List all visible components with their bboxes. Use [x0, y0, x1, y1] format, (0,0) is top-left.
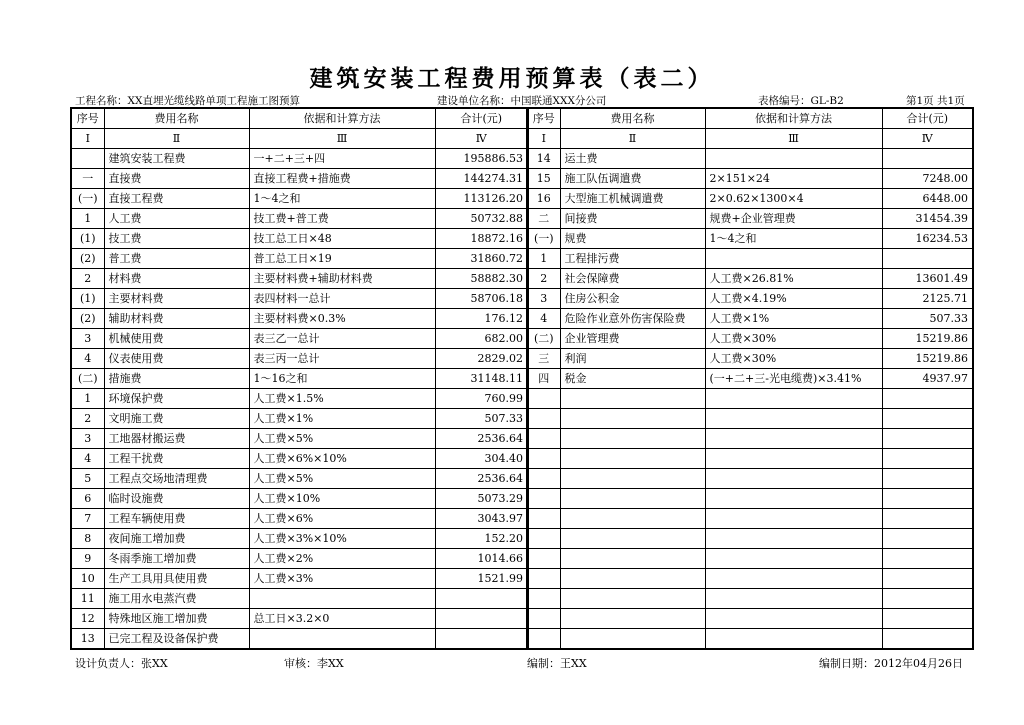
table-row [527, 629, 973, 650]
item-name-cell [560, 609, 705, 629]
item-name-cell [560, 629, 705, 650]
amount-cell [882, 609, 973, 629]
amount-cell: 58882.30 [435, 269, 528, 289]
method-cell: 人工费×3%×10% [249, 529, 435, 549]
amount-cell: 113126.20 [435, 189, 528, 209]
item-name-cell [560, 469, 705, 489]
compiler-label: 编制：王XX [527, 657, 587, 670]
seq-cell [527, 429, 560, 449]
amount-cell: 144274.31 [435, 169, 528, 189]
method-cell [705, 489, 882, 509]
method-cell: 人工费×30% [705, 349, 882, 369]
method-cell: 人工费×5% [249, 429, 435, 449]
seq-cell: 7 [71, 509, 104, 529]
item-name-cell: 企业管理费 [560, 329, 705, 349]
amount-cell [882, 389, 973, 409]
table-row [527, 189, 973, 209]
method-cell [705, 589, 882, 609]
method-cell: 一+二+三+四 [249, 149, 435, 169]
amount-cell [882, 469, 973, 489]
right-header-row [527, 108, 973, 129]
table-row [527, 529, 973, 549]
method-cell [705, 149, 882, 169]
table-row [527, 349, 973, 369]
table-row [71, 609, 528, 629]
seq-cell [527, 589, 560, 609]
amount-cell: 195886.53 [435, 149, 528, 169]
table-row [71, 449, 528, 469]
item-name-cell: 建筑安装工程费 [104, 149, 249, 169]
table-row [71, 629, 528, 650]
builder-name: 建设单位名称：中国联通XXX分公司 [437, 95, 607, 107]
project-name: 工程名称：XX直埋光缆线路单项工程施工图预算 [75, 95, 300, 107]
method-cell: 人工费×6% [249, 509, 435, 529]
seq-cell: 4 [527, 309, 560, 329]
page-title: 建筑安装工程费用预算表（表二） [309, 65, 715, 92]
table-row [527, 389, 973, 409]
method-cell: (一+二+三-光电缆费)×3.41% [705, 369, 882, 389]
item-name-cell [560, 509, 705, 529]
item-name-cell [560, 529, 705, 549]
seq-cell [527, 629, 560, 650]
seq-cell: 1 [71, 389, 104, 409]
table-row [71, 409, 528, 429]
item-name-cell: 普工费 [104, 249, 249, 269]
method-cell: 人工费×1% [249, 409, 435, 429]
item-name-cell: 文明施工费 [104, 409, 249, 429]
seq-cell: 11 [71, 589, 104, 609]
column-header: 序号 [527, 108, 560, 129]
table-row [71, 229, 528, 249]
method-cell: 人工费×30% [705, 329, 882, 349]
method-cell: 人工费×2% [249, 549, 435, 569]
method-cell: 人工费×5% [249, 469, 435, 489]
method-cell: 人工费×6%×10% [249, 449, 435, 469]
method-cell: 人工费×1% [705, 309, 882, 329]
method-cell: 技工总工日×48 [249, 229, 435, 249]
item-name-cell: 利润 [560, 349, 705, 369]
table-row [71, 349, 528, 369]
right-cost-table [526, 107, 974, 650]
left-roman-row [71, 129, 528, 149]
table-row [527, 549, 973, 569]
item-name-cell [560, 449, 705, 469]
table-row [71, 549, 528, 569]
amount-cell: 31454.39 [882, 209, 973, 229]
amount-cell [435, 609, 528, 629]
seq-cell [527, 609, 560, 629]
item-name-cell: 工程干扰费 [104, 449, 249, 469]
method-cell: 主要材料费×0.3% [249, 309, 435, 329]
seq-cell: 1 [71, 209, 104, 229]
table-row [71, 389, 528, 409]
method-cell [705, 449, 882, 469]
amount-cell: 18872.16 [435, 229, 528, 249]
amount-cell: 2125.71 [882, 289, 973, 309]
table-row [527, 489, 973, 509]
amount-cell: 13601.49 [882, 269, 973, 289]
item-name-cell: 施工队伍调遣费 [560, 169, 705, 189]
seq-cell: 4 [71, 349, 104, 369]
seq-cell [71, 149, 104, 169]
item-name-cell: 材料费 [104, 269, 249, 289]
item-name-cell [560, 549, 705, 569]
table-row [527, 309, 973, 329]
column-index: Ⅲ [705, 129, 882, 149]
seq-cell [527, 389, 560, 409]
amount-cell: 50732.88 [435, 209, 528, 229]
table-row [71, 329, 528, 349]
seq-cell: 1 [527, 249, 560, 269]
item-name-cell: 工程点交场地清理费 [104, 469, 249, 489]
table-row [71, 189, 528, 209]
method-cell: 技工费+普工费 [249, 209, 435, 229]
page-number: 第1页 共1页 [906, 95, 965, 107]
amount-cell [435, 629, 528, 650]
amount-cell: 6448.00 [882, 189, 973, 209]
table-row [527, 149, 973, 169]
seq-cell: 12 [71, 609, 104, 629]
amount-cell: 507.33 [435, 409, 528, 429]
seq-cell [527, 409, 560, 429]
seq-cell: 一 [71, 169, 104, 189]
right-roman-row [527, 129, 973, 149]
amount-cell: 31148.11 [435, 369, 528, 389]
seq-cell: 2 [71, 269, 104, 289]
table-row [527, 289, 973, 309]
item-name-cell: 工程排污费 [560, 249, 705, 269]
item-name-cell [560, 589, 705, 609]
amount-cell [882, 529, 973, 549]
method-cell: 普工总工日×19 [249, 249, 435, 269]
item-name-cell: 技工费 [104, 229, 249, 249]
method-cell [705, 529, 882, 549]
amount-cell: 58706.18 [435, 289, 528, 309]
table-row [527, 249, 973, 269]
item-name-cell [560, 409, 705, 429]
item-name-cell: 运土费 [560, 149, 705, 169]
amount-cell: 3043.97 [435, 509, 528, 529]
column-header: 依据和计算方法 [705, 108, 882, 129]
item-name-cell: 直接费 [104, 169, 249, 189]
amount-cell: 760.99 [435, 389, 528, 409]
amount-cell [882, 629, 973, 650]
method-cell [705, 389, 882, 409]
item-name-cell: 大型施工机械调遣费 [560, 189, 705, 209]
table-row [527, 469, 973, 489]
seq-cell: 14 [527, 149, 560, 169]
seq-cell: 15 [527, 169, 560, 189]
amount-cell: 304.40 [435, 449, 528, 469]
table-row [71, 169, 528, 189]
item-name-cell: 措施费 [104, 369, 249, 389]
item-name-cell [560, 389, 705, 409]
method-cell [249, 589, 435, 609]
amount-cell: 4937.97 [882, 369, 973, 389]
column-index: Ⅱ [560, 129, 705, 149]
column-index: Ⅳ [882, 129, 973, 149]
method-cell: 直接工程费+措施费 [249, 169, 435, 189]
column-header: 费用名称 [560, 108, 705, 129]
designer-label: 设计负责人：张XX [75, 657, 168, 670]
table-row [71, 309, 528, 329]
column-index: Ⅳ [435, 129, 528, 149]
method-cell: 表四材料一总计 [249, 289, 435, 309]
table-row [527, 569, 973, 589]
item-name-cell: 冬雨季施工增加费 [104, 549, 249, 569]
amount-cell [882, 449, 973, 469]
table-row [527, 369, 973, 389]
method-cell [705, 609, 882, 629]
method-cell [705, 429, 882, 449]
left-cost-table [70, 107, 529, 650]
table-row [71, 469, 528, 489]
table-row [71, 429, 528, 449]
compile-date: 编制日期：2012年04月26日 [819, 657, 963, 670]
table-row [527, 329, 973, 349]
method-cell [705, 409, 882, 429]
method-cell: 1～4之和 [249, 189, 435, 209]
amount-cell: 7248.00 [882, 169, 973, 189]
column-index: Ⅲ [249, 129, 435, 149]
item-name-cell: 间接费 [560, 209, 705, 229]
method-cell: 人工费×10% [249, 489, 435, 509]
amount-cell [882, 569, 973, 589]
item-name-cell: 已完工程及设备保护费 [104, 629, 249, 650]
amount-cell: 1521.99 [435, 569, 528, 589]
amount-cell: 1014.66 [435, 549, 528, 569]
seq-cell: (1) [71, 229, 104, 249]
item-name-cell: 直接工程费 [104, 189, 249, 209]
method-cell [705, 569, 882, 589]
seq-cell [527, 549, 560, 569]
item-name-cell: 机械使用费 [104, 329, 249, 349]
seq-cell: 6 [71, 489, 104, 509]
method-cell: 2×0.62×1300×4 [705, 189, 882, 209]
item-name-cell: 工地器材搬运费 [104, 429, 249, 449]
amount-cell: 152.20 [435, 529, 528, 549]
seq-cell: 3 [71, 429, 104, 449]
seq-cell: 2 [71, 409, 104, 429]
table-row [527, 269, 973, 289]
column-header: 合计(元) [882, 108, 973, 129]
form-number: 表格编号：GL-B2 [758, 95, 844, 107]
method-cell: 规费+企业管理费 [705, 209, 882, 229]
amount-cell [882, 589, 973, 609]
method-cell: 总工日×3.2×0 [249, 609, 435, 629]
method-cell [249, 629, 435, 650]
table-row [71, 209, 528, 229]
item-name-cell: 工程车辆使用费 [104, 509, 249, 529]
method-cell [705, 629, 882, 650]
item-name-cell: 人工费 [104, 209, 249, 229]
column-index: Ⅰ [527, 129, 560, 149]
seq-cell: (2) [71, 309, 104, 329]
amount-cell [882, 509, 973, 529]
table-row [527, 409, 973, 429]
method-cell: 人工费×1.5% [249, 389, 435, 409]
seq-cell: (二) [71, 369, 104, 389]
method-cell: 人工费×3% [249, 569, 435, 589]
seq-cell: 四 [527, 369, 560, 389]
seq-cell: 5 [71, 469, 104, 489]
amount-cell [435, 589, 528, 609]
table-row [71, 289, 528, 309]
item-name-cell: 仪表使用费 [104, 349, 249, 369]
amount-cell: 682.00 [435, 329, 528, 349]
amount-cell [882, 549, 973, 569]
item-name-cell: 税金 [560, 369, 705, 389]
seq-cell: (2) [71, 249, 104, 269]
item-name-cell: 特殊地区施工增加费 [104, 609, 249, 629]
reviewer-label: 审核：李XX [284, 657, 344, 670]
table-row [527, 509, 973, 529]
column-header: 依据和计算方法 [249, 108, 435, 129]
method-cell: 人工费×4.19% [705, 289, 882, 309]
method-cell: 1～4之和 [705, 229, 882, 249]
table-row [71, 369, 528, 389]
item-name-cell: 环境保护费 [104, 389, 249, 409]
item-name-cell [560, 489, 705, 509]
seq-cell: (一) [527, 229, 560, 249]
seq-cell [527, 449, 560, 469]
amount-cell [882, 429, 973, 449]
method-cell: 表三丙一总计 [249, 349, 435, 369]
method-cell [705, 469, 882, 489]
amount-cell [882, 489, 973, 509]
item-name-cell [560, 569, 705, 589]
item-name-cell: 夜间施工增加费 [104, 529, 249, 549]
seq-cell [527, 489, 560, 509]
amount-cell: 5073.29 [435, 489, 528, 509]
seq-cell: 9 [71, 549, 104, 569]
amount-cell [882, 409, 973, 429]
amount-cell: 15219.86 [882, 329, 973, 349]
amount-cell: 2536.64 [435, 429, 528, 449]
table-row [71, 569, 528, 589]
table-row [71, 249, 528, 269]
method-cell: 人工费×26.81% [705, 269, 882, 289]
method-cell [705, 549, 882, 569]
column-header: 费用名称 [104, 108, 249, 129]
seq-cell: 8 [71, 529, 104, 549]
table-row [527, 169, 973, 189]
item-name-cell: 住房公积金 [560, 289, 705, 309]
seq-cell [527, 509, 560, 529]
item-name-cell [560, 429, 705, 449]
method-cell: 1～16之和 [249, 369, 435, 389]
table-row [527, 609, 973, 629]
seq-cell: 13 [71, 629, 104, 650]
method-cell: 2×151×24 [705, 169, 882, 189]
item-name-cell: 社会保障费 [560, 269, 705, 289]
method-cell: 表三乙一总计 [249, 329, 435, 349]
table-row [527, 209, 973, 229]
table-row [71, 589, 528, 609]
column-header: 序号 [71, 108, 104, 129]
amount-cell: 2829.02 [435, 349, 528, 369]
amount-cell [882, 249, 973, 269]
table-row [527, 229, 973, 249]
left-header-row [71, 108, 528, 129]
seq-cell: 10 [71, 569, 104, 589]
item-name-cell: 规费 [560, 229, 705, 249]
seq-cell: (一) [71, 189, 104, 209]
column-index: Ⅱ [104, 129, 249, 149]
column-header: 合计(元) [435, 108, 528, 129]
seq-cell: 4 [71, 449, 104, 469]
table-row [71, 269, 528, 289]
item-name-cell: 辅助材料费 [104, 309, 249, 329]
table-row [71, 149, 528, 169]
seq-cell [527, 469, 560, 489]
amount-cell: 507.33 [882, 309, 973, 329]
table-row [71, 509, 528, 529]
seq-cell [527, 569, 560, 589]
seq-cell [527, 529, 560, 549]
table-row [71, 529, 528, 549]
item-name-cell: 主要材料费 [104, 289, 249, 309]
method-cell [705, 249, 882, 269]
method-cell: 主要材料费+辅助材料费 [249, 269, 435, 289]
column-index: Ⅰ [71, 129, 104, 149]
table-row [527, 429, 973, 449]
table-row [527, 449, 973, 469]
seq-cell: 三 [527, 349, 560, 369]
amount-cell: 2536.64 [435, 469, 528, 489]
amount-cell [882, 149, 973, 169]
item-name-cell: 临时设施费 [104, 489, 249, 509]
item-name-cell: 施工用水电蒸汽费 [104, 589, 249, 609]
table-row [527, 589, 973, 609]
amount-cell: 15219.86 [882, 349, 973, 369]
seq-cell: (二) [527, 329, 560, 349]
item-name-cell: 危险作业意外伤害保险费 [560, 309, 705, 329]
seq-cell: 2 [527, 269, 560, 289]
amount-cell: 16234.53 [882, 229, 973, 249]
table-row [71, 489, 528, 509]
amount-cell: 176.12 [435, 309, 528, 329]
seq-cell: 3 [527, 289, 560, 309]
seq-cell: 16 [527, 189, 560, 209]
seq-cell: 二 [527, 209, 560, 229]
method-cell [705, 509, 882, 529]
seq-cell: (1) [71, 289, 104, 309]
amount-cell: 31860.72 [435, 249, 528, 269]
seq-cell: 3 [71, 329, 104, 349]
item-name-cell: 生产工具用具使用费 [104, 569, 249, 589]
